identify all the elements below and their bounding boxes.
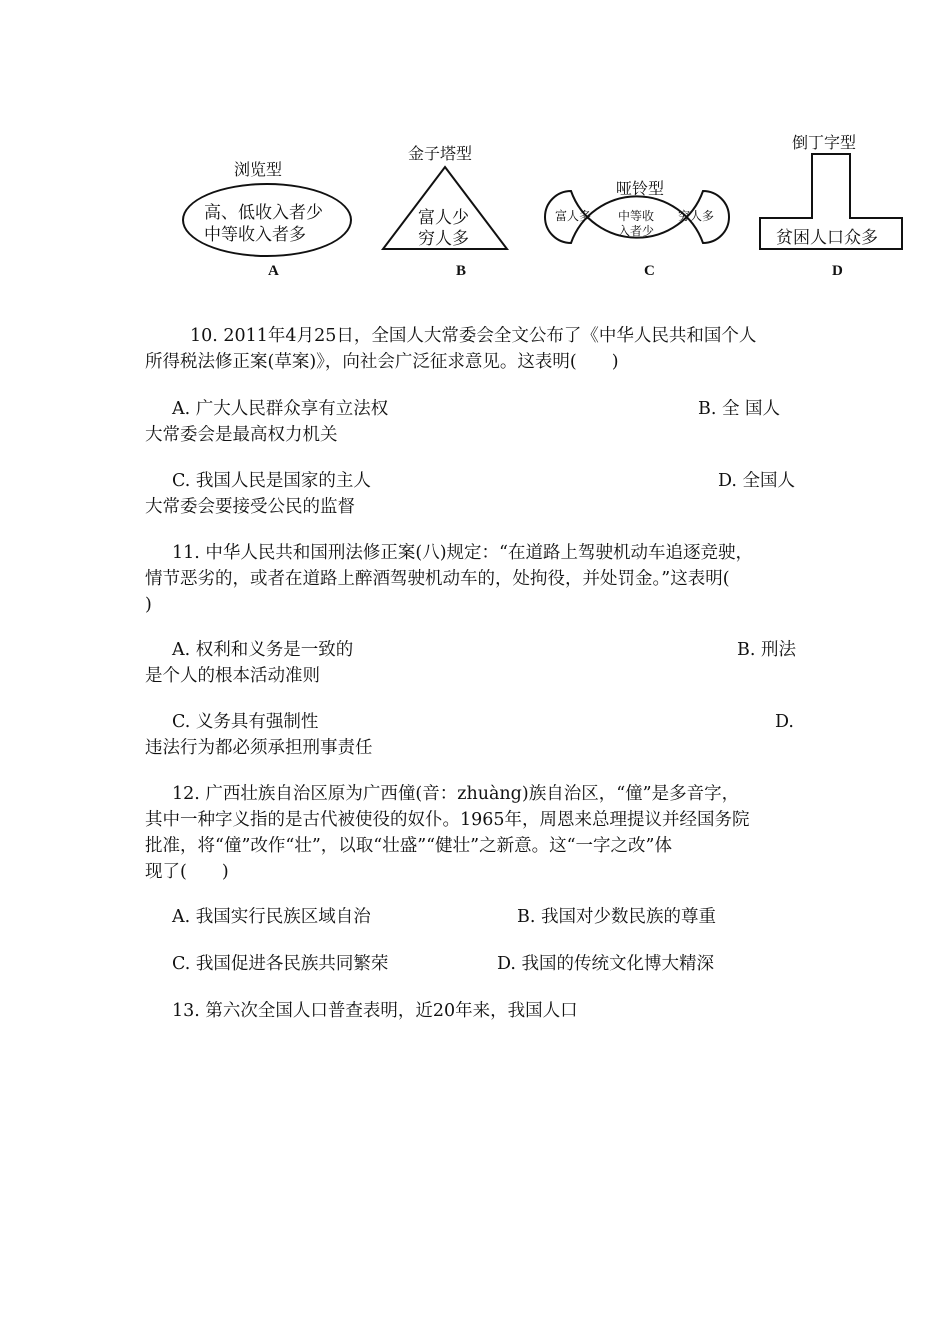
q10-option-b-continued: 大常委会是最高权力机关 (145, 425, 338, 445)
figure-d-bar: 贫困人口众多 (776, 228, 878, 248)
q11-stem-line3: ) (145, 595, 152, 615)
q12-option-d[interactable]: D. 我国的传统文化博大精深 (497, 954, 715, 974)
figure-b-line1: 富人少 (418, 208, 469, 228)
figure-b-title: 金子塔型 (408, 144, 473, 163)
q10-stem-line1: 10. 2011年4月25日，全国人大常委会全文公布了《中华人民共和国个人 (190, 326, 757, 346)
figure-a-title: 浏览型 (234, 160, 283, 179)
q10-stem-line2: 所得税法修正案(草案)》，向社会广泛征求意见。这表明( ) (145, 352, 619, 372)
q10-option-d-continued: 大常委会要接受公民的监督 (145, 497, 355, 517)
figure-b-line2: 穷人多 (418, 229, 469, 249)
q12-option-b[interactable]: B. 我国对少数民族的尊重 (517, 907, 716, 927)
q12-option-a[interactable]: A. 我国实行民族区域自治 (172, 907, 371, 927)
q10-option-d[interactable]: D. 全国人 (718, 471, 796, 491)
q12-stem-line4: 现了( ) (145, 862, 229, 882)
q11-option-b[interactable]: B. 刑法 (737, 640, 796, 660)
q11-option-b-continued: 是个人的根本活动准则 (145, 666, 320, 686)
figure-c-middle1: 中等收 (618, 209, 655, 223)
figure-d-title: 倒丁字型 (792, 133, 857, 152)
q12-stem-line3: 批准，将“僮”改作“壮”，以取“壮盛”“健壮”之新意。这“一字之改”体 (145, 836, 672, 856)
figure-c-letter: C (644, 263, 655, 279)
figure-b-letter: B (456, 263, 467, 279)
figure-d-letter: D (832, 263, 843, 279)
figure-c-title: 哑铃型 (616, 179, 665, 198)
q12-option-c[interactable]: C. 我国促进各民族共同繁荣 (172, 954, 389, 974)
q13-stem-line1: 13. 第六次全国人口普查表明，近20年来，我国人口 (172, 1001, 578, 1021)
figure-a-letter: A (268, 263, 279, 279)
q11-option-a[interactable]: A. 权利和义务是一致的 (172, 640, 354, 660)
figure-a-line2: 中等收入者多 (204, 225, 306, 245)
figure-a-line1: 高、低收入者少 (204, 203, 323, 223)
q12-stem-line2: 其中一种字义指的是古代被使役的奴仆。1965年，周恩来总理提议并经国务院 (145, 810, 750, 830)
q12-stem-line1: 12. 广西壮族自治区原为广西僮(音：zhuàng)族自治区，“僮”是多音字， (172, 784, 740, 804)
q11-option-d[interactable]: D. (775, 712, 794, 732)
q10-option-b[interactable]: B. 全 国人 (698, 399, 781, 419)
q10-option-c[interactable]: C. 我国人民是国家的主人 (172, 471, 371, 491)
q11-option-c[interactable]: C. 义务具有强制性 (172, 712, 319, 732)
q11-stem-line2: 情节恶劣的，或者在道路上醉酒驾驶机动车的，处拘役，并处罚金。”这表明( (145, 569, 730, 589)
q11-stem-line1: 11. 中华人民共和国刑法修正案(八)规定：“在道路上驾驶机动车追逐竞驶， (172, 543, 753, 563)
q11-option-d-continued: 违法行为都必须承担刑事责任 (145, 738, 373, 758)
figure-c-middle2: 入者少 (618, 224, 655, 238)
figure-c-right: 穷人多 (678, 209, 715, 223)
q10-option-a[interactable]: A. 广大人民群众享有立法权 (172, 399, 389, 419)
figure-c-left: 富人多 (555, 209, 592, 223)
